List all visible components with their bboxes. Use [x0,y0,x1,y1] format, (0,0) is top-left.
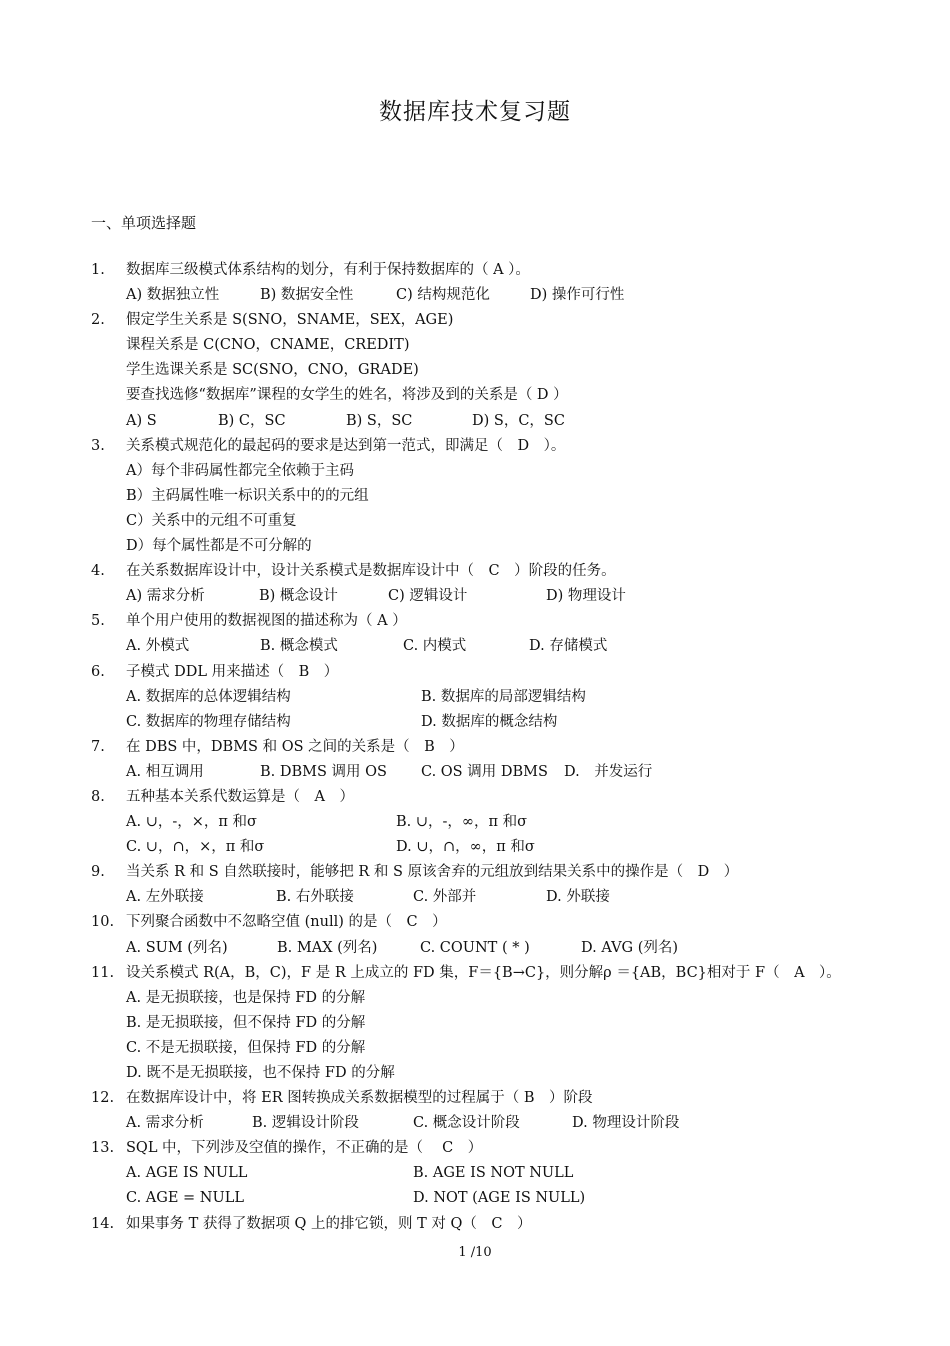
question-stem [91,910,931,935]
question-number: 1. [91,262,105,278]
question-text: 设关系模式 R(A，B，C)，F 是 R 上成立的 FD 集，F＝{B→C}，则分解ρ ＝{AB，BC}相对于 F（ A ）。 [126,964,841,981]
question-stem [91,434,931,459]
answer-option: B. ∪，-，∞，π 和σ [396,814,528,831]
answer-option: D. ∪，∩，∞，π 和σ [396,839,535,856]
option-row [91,283,931,308]
question-number: 7. [91,738,105,755]
question-stem [91,258,931,283]
answer-option: B) 数据安全性 [260,287,354,304]
answer-option: C. 外部并 [413,889,477,906]
question-text: 下列聚合函数中不忽略空值 (null) 的是（ C ） [126,914,447,931]
answer-option: C. COUNT ( * ) [420,939,530,956]
page-number: 1 /10 [458,1245,492,1260]
question-line [91,509,931,534]
answer-option: D. 物理设计阶段 [572,1115,680,1132]
question-text: B. 是无损联接，但不保持 FD 的分解 [126,1014,366,1031]
question-text: 在数据库设计中，将 ER 图转换成关系数据模型的过程属于（ B ）阶段 [126,1090,593,1107]
answer-option: A) 数据独立性 [126,287,220,304]
answer-option: D) S，C，SC [472,412,565,429]
answer-option: C. AGE = NULL [126,1190,244,1207]
option-row [91,1161,931,1186]
option-row [91,810,931,835]
question-text: 在关系数据库设计中，设计关系模式是数据库设计中（ C ）阶段的任务。 [126,563,616,580]
question-text: 在 DBS 中，DBMS 和 OS 之间的关系是（ B ） [126,738,464,755]
question-line [91,358,931,383]
question-number: 8. [91,788,105,805]
option-row [91,936,931,961]
question-stem [91,1136,931,1161]
answer-option: B. 右外联接 [276,889,354,906]
option-row [91,685,931,710]
answer-option: B) C，SC [218,412,286,429]
answer-option: D. 存储模式 [529,638,608,655]
answer-option: A) S [126,412,157,429]
option-row [91,1111,931,1136]
option-row [91,835,931,860]
question-text: 如果事务 T 获得了数据项 Q 上的排它锁，则 T 对 Q（ C ） [126,1215,532,1232]
question-text: A. 是无损联接，也是保持 FD 的分解 [126,989,366,1006]
answer-option: B. AGE IS NOT NULL [413,1165,574,1182]
answer-option: C. 内模式 [403,638,467,655]
answer-option: A. 外模式 [126,638,190,655]
answer-option: D. 并发运行 [564,763,653,780]
answer-option: D. 数据库的概念结构 [421,713,558,730]
question-stem [91,609,931,634]
question-stem [91,785,931,810]
answer-option: D. 外联接 [546,889,610,906]
question-number: 10. [91,914,115,931]
answer-option: B) 概念设计 [259,588,338,605]
answer-option: B. DBMS 调用 OS [260,763,387,780]
answer-option: A. ∪，-，×，π 和σ [126,814,257,831]
option-row [91,634,931,659]
answer-option: C. ∪，∩，×，π 和σ [126,839,265,856]
question-text: A）每个非码属性都完全依赖于主码 [126,462,354,479]
question-number: 13. [91,1140,115,1157]
section-heading: 一、单项选择题 [91,214,197,232]
question-line [91,459,931,484]
question-text: D. 既不是无损联接，也不保持 FD 的分解 [126,1065,395,1081]
answer-option: C) 结构规范化 [396,287,490,304]
question-number: 12. [91,1090,115,1107]
question-text: SQL 中，下列涉及空值的操作，不正确的是（ C ） [126,1140,483,1157]
question-text: 课程关系是 C(CNO，CNAME，CREDIT) [126,337,410,354]
question-text: 关系模式规范化的最起码的要求是达到第一范式，即满足（ D ）。 [126,437,566,454]
question-number: 5. [91,613,105,630]
option-row [91,760,931,785]
question-text: D）每个属性都是不可分解的 [126,538,312,555]
answer-option: D. AVG (列名) [581,939,679,956]
question-stem [91,860,931,885]
answer-option: A. 相互调用 [126,763,204,780]
question-text: 学生选课关系是 SC(SNO，CNO，GRADE) [126,362,419,379]
option-row [91,584,931,609]
question-line [91,986,931,1011]
question-line [91,1061,931,1086]
question-text: 要查找选修“数据库”课程的女学生的姓名，将涉及到的关系是（ D ） [126,387,568,404]
answer-option: D) 操作可行性 [530,287,625,304]
answer-option: D) 物理设计 [546,588,626,605]
option-row [91,710,931,735]
question-line [91,333,931,358]
answer-option: A. AGE IS NULL [126,1165,248,1182]
answer-option: C. OS 调用 DBMS [421,763,548,780]
answer-option: B. MAX (列名) [277,939,378,956]
question-stem [91,735,931,760]
answer-option: B. 数据库的局部逻辑结构 [421,688,586,705]
answer-option: A. 左外联接 [126,889,204,906]
question-number: 14. [91,1215,115,1232]
question-text: 子模式 DDL 用来描述（ B ） [126,663,339,680]
answer-option: C. 数据库的物理存储结构 [126,713,291,730]
answer-option: A) 需求分析 [126,588,205,605]
answer-option: A. 需求分析 [126,1115,204,1132]
question-stem [91,308,931,333]
question-line [91,1011,931,1036]
answer-option: B. 逻辑设计阶段 [252,1115,359,1132]
answer-option: C. 概念设计阶段 [413,1115,520,1132]
question-text: C）关系中的元组不可重复 [126,512,297,529]
question-line [91,484,931,509]
question-stem [91,1212,931,1237]
question-number: 11. [91,964,115,981]
question-number: 2. [91,312,105,329]
option-row [91,885,931,910]
question-number: 6. [91,663,105,680]
question-stem [91,1086,931,1111]
question-text: C. 不是无损联接，但保持 FD 的分解 [126,1039,366,1056]
answer-option: D. NOT (AGE IS NULL) [413,1190,586,1207]
question-line [91,534,931,559]
document-title: 数据库技术复习题 [379,99,571,125]
question-text: B）主码属性唯一标识关系中的的元组 [126,487,369,504]
question-number: 3. [91,437,105,454]
option-row [91,1186,931,1211]
question-text: 数据库三级模式体系结构的划分，有利于保持数据库的（ A ）。 [126,262,530,278]
question-text: 当关系 R 和 S 自然联接时，能够把 R 和 S 原该舍弃的元组放到结果关系中的操作是（ D ） [126,864,739,881]
answer-option: C) 逻辑设计 [388,588,468,605]
answer-option: A. 数据库的总体逻辑结构 [126,688,291,705]
answer-option: B. 概念模式 [260,638,338,655]
question-line [91,383,931,408]
question-number: 4. [91,563,105,580]
question-text: 五种基本关系代数运算是（ A ） [126,788,354,805]
question-text: 单个用户使用的数据视图的描述称为（ A ） [126,613,407,630]
answer-option: A. SUM (列名) [126,939,228,956]
question-list [91,258,931,1237]
question-line [91,1036,931,1061]
answer-option: B) S，SC [346,412,413,429]
question-text: 假定学生关系是 S(SNO，SNAME，SEX，AGE) [126,312,454,329]
question-number: 9. [91,864,105,881]
option-row [91,409,931,434]
question-stem [91,961,931,986]
question-stem [91,660,931,685]
question-stem [91,559,931,584]
